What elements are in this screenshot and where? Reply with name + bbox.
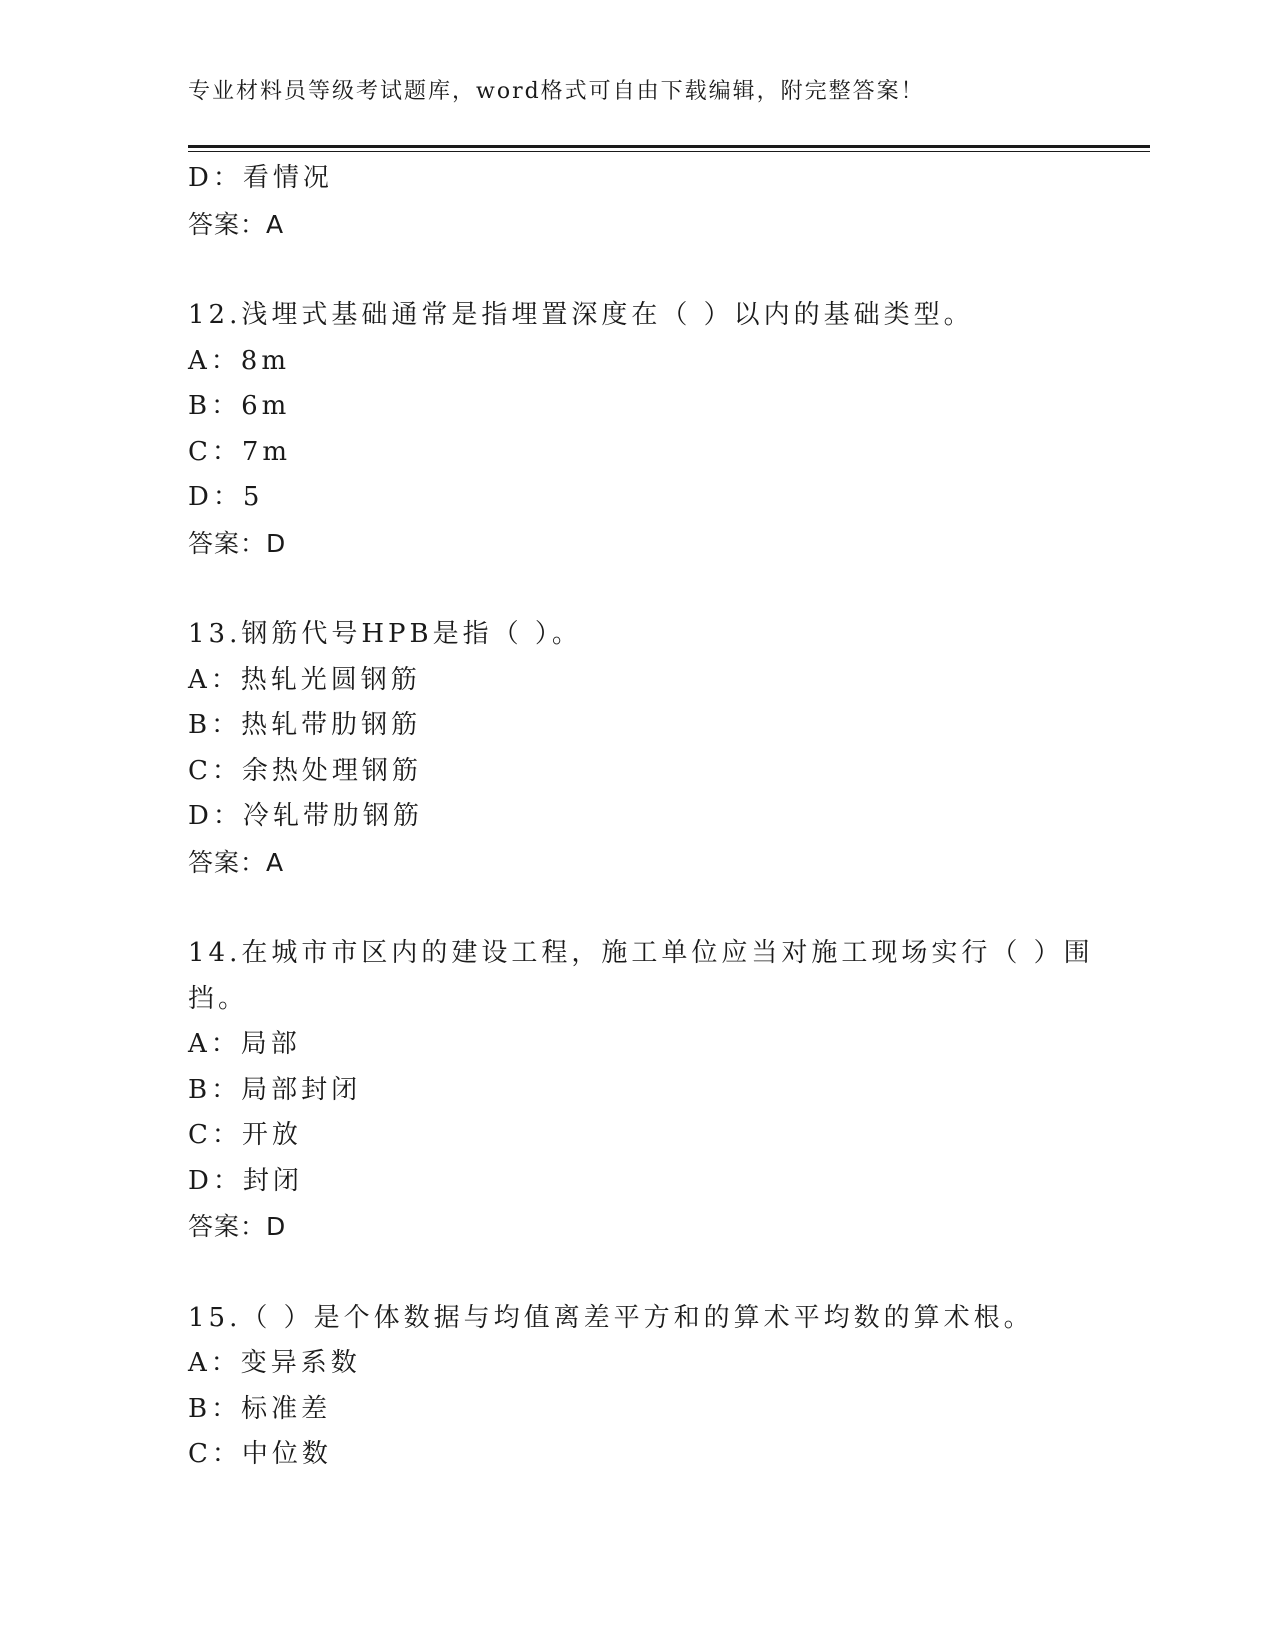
option-d: D：5 [188,482,264,512]
answer: 答案：A [188,847,285,877]
option-a: A：局部 [188,1029,301,1059]
option-a: A：变异系数 [188,1348,361,1378]
option-d: D：冷轧带肋钢筋 [188,801,423,831]
option-b: B：局部封闭 [188,1074,362,1105]
question-14-line-2: 挡。 [188,983,249,1014]
answer: 答案：D [188,528,287,558]
option-c: C：7m [188,436,292,467]
answer: 答案：D [188,1212,287,1241]
option-c: C：开放 [188,1120,302,1150]
option-a: A：8m [188,345,290,376]
option-d: D：封闭 [188,1165,303,1196]
header-rule-thick [188,145,1150,148]
option-d: D：看情况 [188,163,333,193]
question-15: 15.（ ）是个体数据与均值离差平方和的算术平均数的算术根。 [188,1302,1034,1333]
option-b: B：标准差 [188,1393,332,1424]
header-rule-thin [188,151,1150,152]
option-c: C：余热处理钢筋 [188,755,422,786]
answer: 答案：A [188,209,285,239]
question-14-line-1: 14.在城市市区内的建设工程，施工单位应当对施工现场实行（ ）围 [188,938,1094,968]
option-b: B：6m [188,391,291,421]
question-list [188,156,1094,1478]
page-header: 专业材料员等级考试题库，word格式可自由下载编辑，附完整答案！ [188,79,925,104]
option-b: B：热轧带肋钢筋 [188,710,422,740]
question-13: 13.钢筋代号HPB是指（ ）。 [188,619,582,649]
option-c: C：中位数 [188,1439,332,1469]
option-a: A：热轧光圆钢筋 [188,664,421,695]
question-12: 12.浅埋式基础通常是指埋置深度在（ ）以内的基础类型。 [188,300,974,330]
